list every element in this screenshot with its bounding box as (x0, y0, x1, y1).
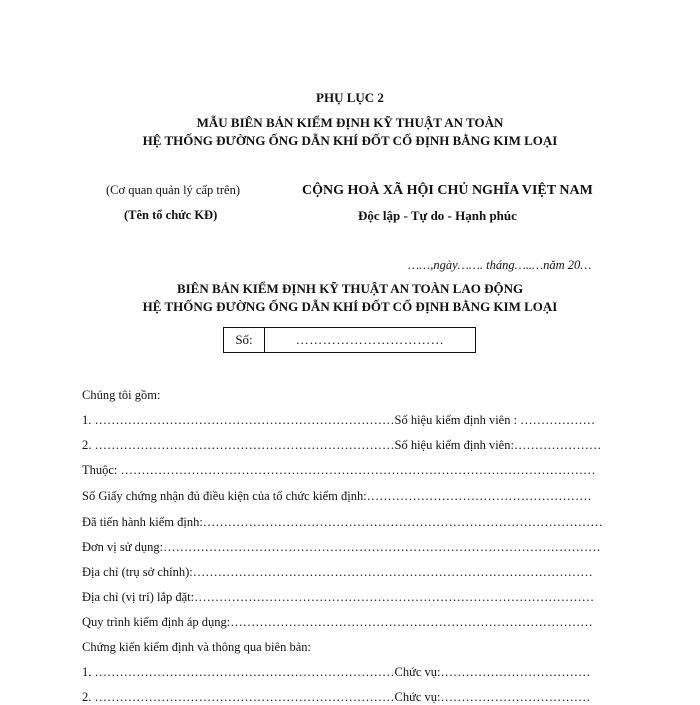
national-motto: Độc lập - Tự do - Hạnh phúc (358, 208, 517, 223)
inspector-1-line[interactable]: 1. ………………………………………………………………Số hiệu kiểm định viên : ……………… (82, 413, 596, 427)
witness-1-line[interactable]: 1. ………………………………………………………………Chức vụ:……………………………… (82, 665, 591, 679)
date-line: ……,ngày……. tháng…..…năm 20… (408, 258, 592, 272)
report-title-line-1: BIÊN BẢN KIỂM ĐỊNH KỸ THUẬT AN TOÀN LAO ĐỘNG (176, 281, 524, 296)
affiliation-line[interactable]: Thuộc: …………………………………………………………………………………………………… (82, 463, 596, 477)
witness-2-line[interactable]: 2. ………………………………………………………………Chức vụ:……………………………… (82, 690, 591, 704)
superior-agency: (Cơ quan quản lý cấp trên) (106, 183, 240, 197)
intro-text: Chúng tôi gồm: (82, 388, 161, 402)
user-unit-line[interactable]: Đơn vị sử dụng:…………………………………………………………………………………………… (82, 540, 601, 554)
inspection-org-name: (Tên tổ chức KĐ) (124, 208, 218, 222)
report-number-box (223, 327, 476, 353)
national-title: CỘNG HOÀ XÃ HỘI CHỦ NGHĨA VIỆT NAM (302, 183, 593, 198)
report-number-field[interactable]: …………………………… (295, 332, 445, 347)
performed-line[interactable]: Đã tiến hành kiểm định:…………………………………………………………………………………… (82, 515, 603, 529)
witness-intro: Chứng kiến kiểm định và thông qua biên bản: (82, 640, 311, 654)
inspector-2-line[interactable]: 2. ………………………………………………………………Số hiệu kiểm định viên:………………… (82, 438, 602, 452)
address-hq-line[interactable]: Địa chỉ (trụ sở chính):…………………………………………………………………………………… (82, 565, 593, 579)
form-title-line-2: HỆ THỐNG ĐƯỜNG ỐNG DẪN KHÍ ĐỐT CỐ ĐỊNH BẰNG KIM LOẠI (142, 133, 558, 148)
appendix-heading: PHỤ LỤC 2 (316, 90, 384, 105)
procedure-line[interactable]: Quy trình kiểm định áp dụng:…………………………………………………………………………… (82, 615, 593, 629)
address-install-line[interactable]: Địa chỉ (vị trí) lắp đặt:…………………………………………………………………………………… (82, 590, 595, 604)
form-title-line-1: MẪU BIÊN BẢN KIỂM ĐỊNH KỸ THUẬT AN TOÀN (196, 115, 504, 130)
certificate-line[interactable]: Số Giấy chứng nhận đủ điều kiện của tổ chức kiểm định:……………………………………………… (82, 489, 592, 503)
report-number-label: Số: (224, 328, 265, 352)
report-title-line-2: HỆ THỐNG ĐƯỜNG ỐNG DẪN KHÍ ĐỐT CỐ ĐỊNH BẰNG KIM LOẠI (142, 299, 558, 314)
